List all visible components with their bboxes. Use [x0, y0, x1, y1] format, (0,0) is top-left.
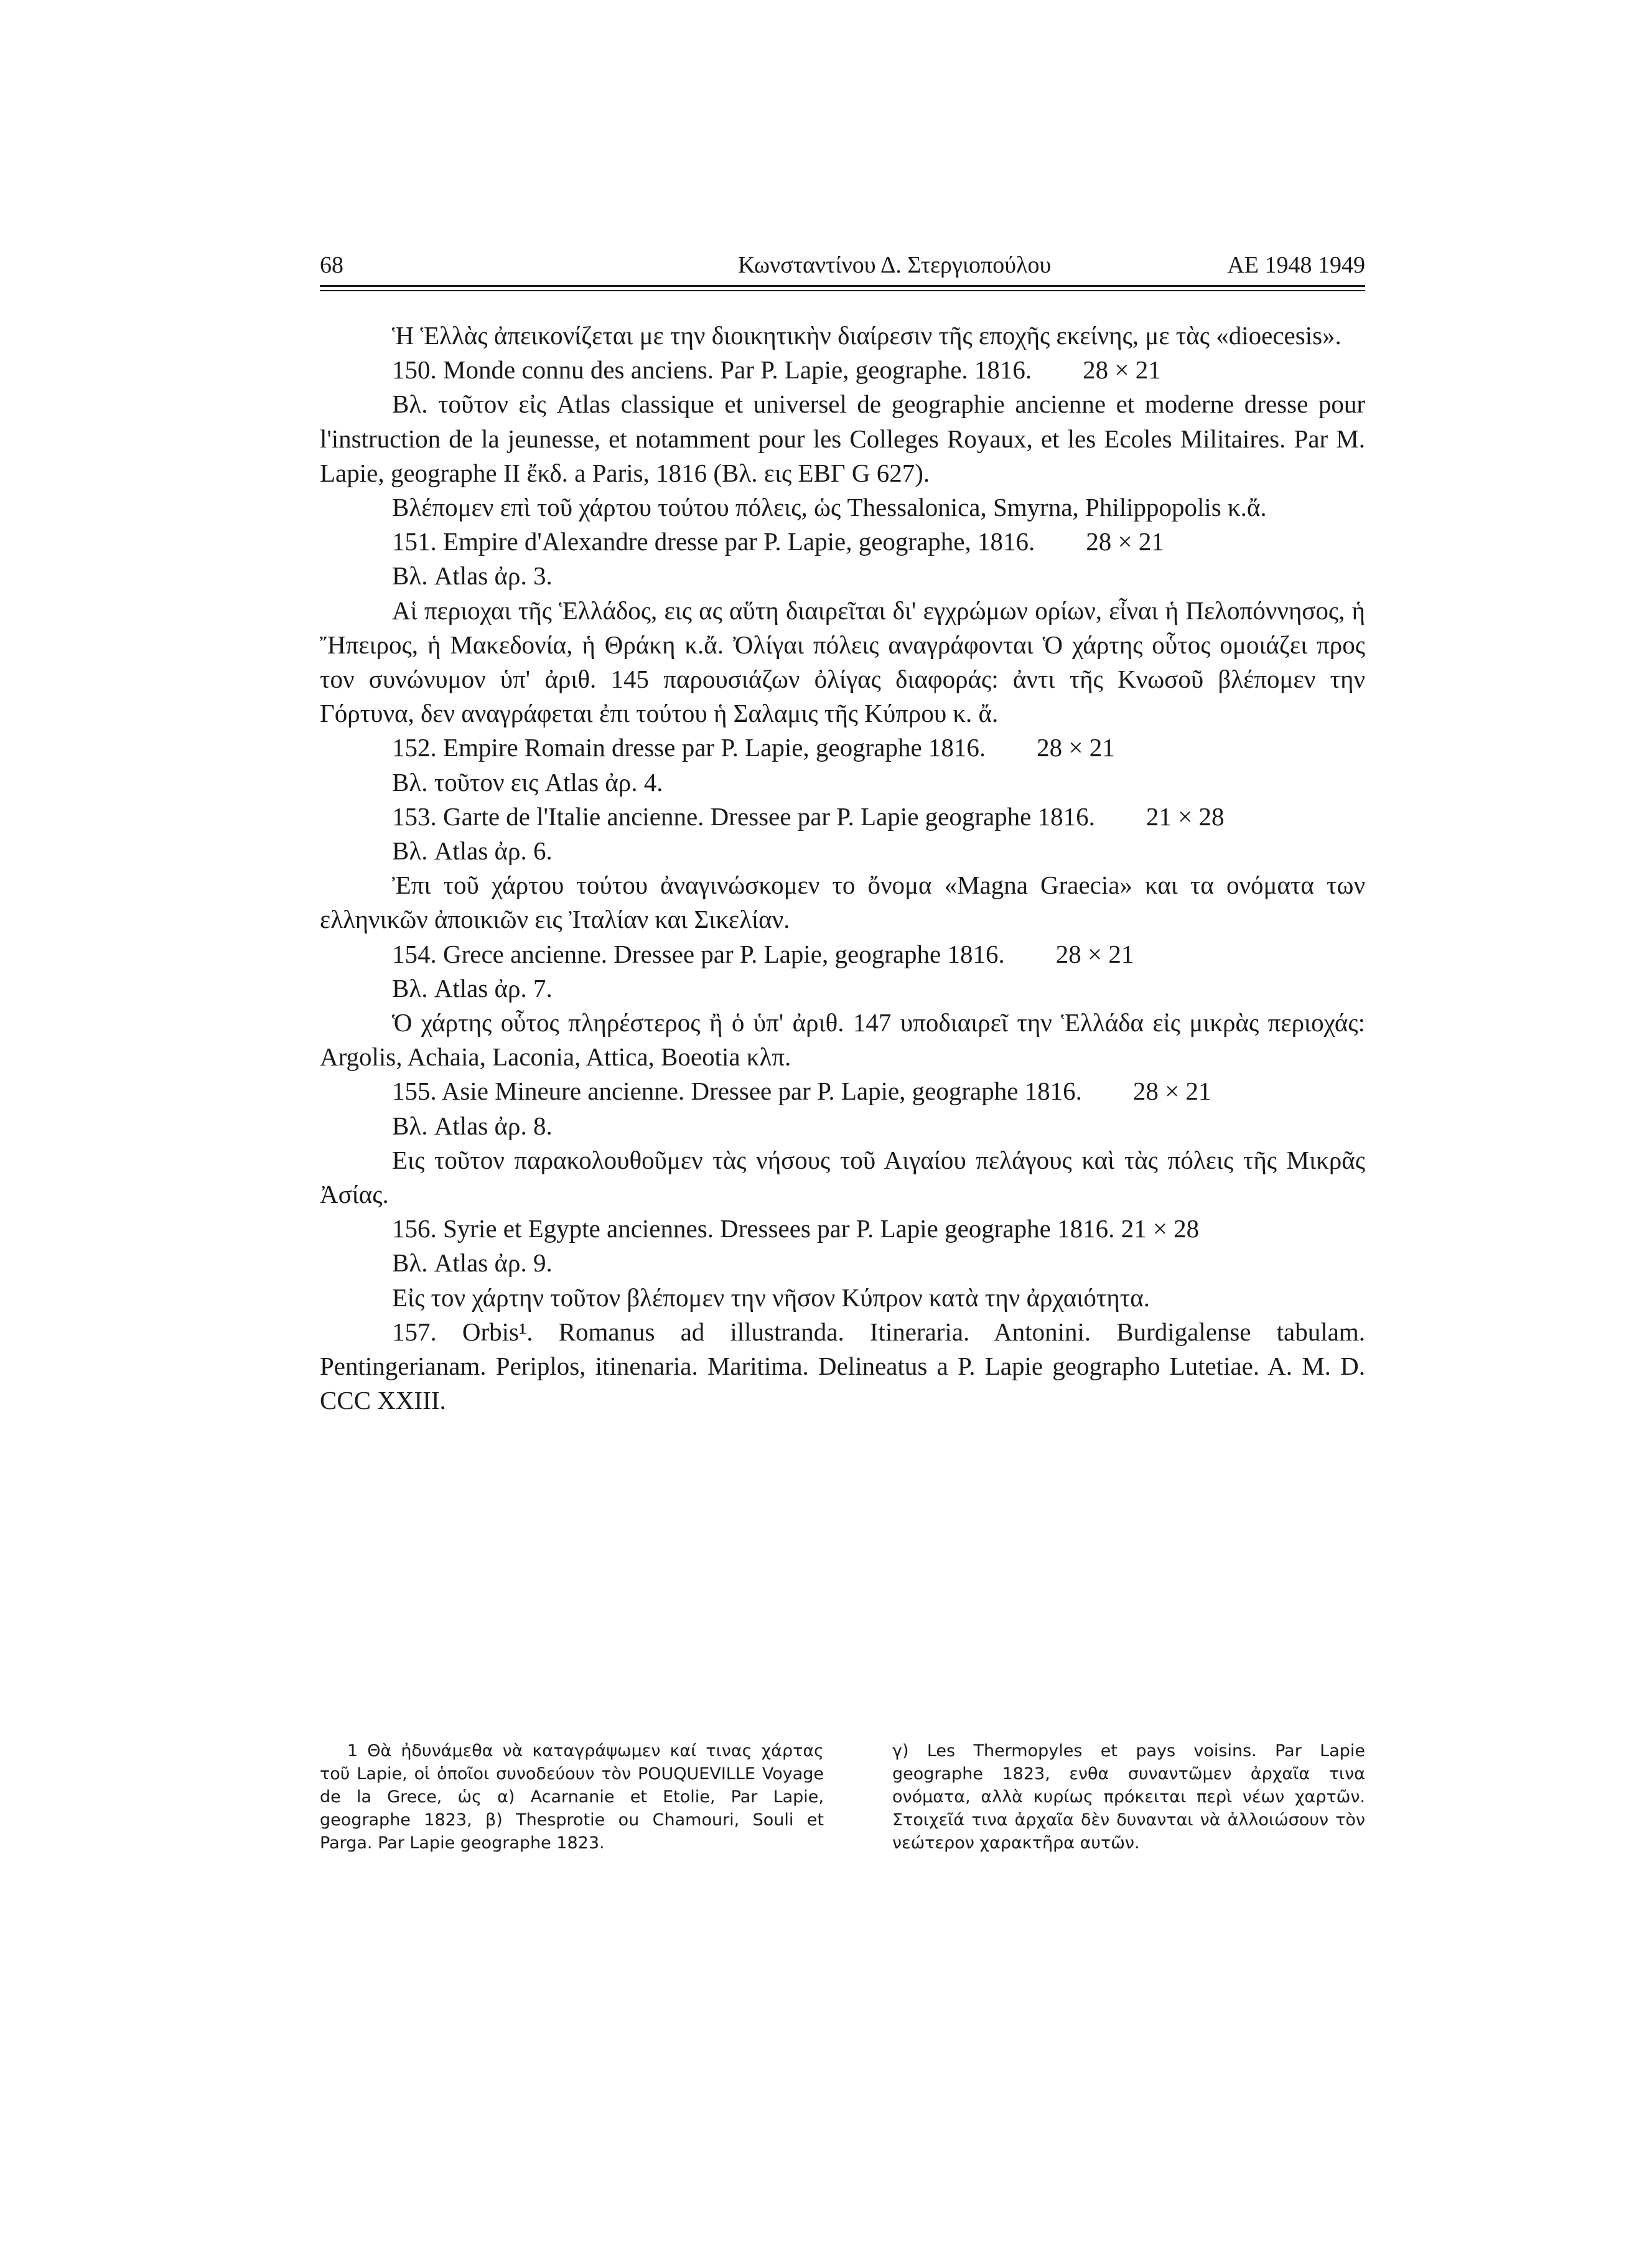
footnote-right-column	[892, 1739, 1365, 1855]
running-header	[320, 248, 1365, 285]
paragraph: Βλ. τοῦτον εἰς Atlas classique et universel de geographie ancienne et moderne dresse pour l'instruction de la jeunesse, et notamment pour les Colleges Royaux, et les Ecoles Militaires. Par M. Lapie, geographe II ἔκδ. a Paris, 1816 (Βλ. εις ΕΒΓ G 627).	[320, 390, 1365, 487]
reference-line: Βλ. τοῦτον εις Atlas ἀρ. 4.	[392, 767, 663, 797]
footnote-left-column	[320, 1739, 824, 1855]
paragraph: Ἡ Ἑλλὰς ἀπεικονίζεται με την διοικητικὴν διαίρεσιν τῆς εποχῆς εκείνης, με τὰς «dioecesis».	[392, 321, 1342, 350]
footnote-text: γ) Les Thermopyles et pays voisins. Par Lapie geographe 1823, ενθα συναντῶμεν ἀρχαῖα τινα ονόματα, αλλὰ κυρίως πρόκειται περὶ νέων χαρτῶν. Στοιχεῖά τινα ἀρχαῖα δὲν δυνανται νὰ ἀλλοιώσουν τὸν νεώτερον χαρακτῆρα αυτῶν.	[892, 1741, 1365, 1853]
catalog-entry: 151. Empire d'Alexandre dresse par P. Lapie, geographe, 1816. 28 × 21	[392, 527, 1164, 556]
reference-line: Βλ. Atlas ἀρ. 8.	[392, 1111, 553, 1140]
catalog-entry: 150. Monde connu des anciens. Par P. Lapie, geographe. 1816. 28 × 21	[392, 355, 1161, 385]
footnote-text: 1 Θὰ ἠδυνάμεθα νὰ καταγράψωμεν καί τινας χάρτας τοῦ Lapie, οἱ ὁποῖοι συνοδεύουν τὸν POUQUEVILLE Voyage de la Grece, ὡς α) Acarnanie et Etolie, Par Lapie, geographe 1823, β) Thesprotie ou Chamouri, Souli et Parga. Par Lapie geographe 1823.	[320, 1741, 824, 1853]
reference-line: Βλ. Atlas ἀρ. 9.	[392, 1248, 553, 1278]
paragraph: Ὁ χάρτης οὗτος πληρέστερος ἢ ὁ ὑπ' ἀριθ. 147 υποδιαιρεῖ την Ἑλλάδα εἰς μικρὰς περιοχάς: Argolis, Achaia, Laconia, Attica, Boeotia κλπ.	[320, 1008, 1365, 1072]
running-author: Κωνσταντίνου Δ. Στεργιοπούλου	[738, 252, 1052, 278]
paragraph: Ἐπι τοῦ χάρτου τούτου ἀναγινώσκομεν το ὄνομα «Magna Graecia» και τα ονόματα των ελληνικῶν ἀποικιῶν εις Ἰταλίαν και Σικελίαν.	[320, 871, 1365, 934]
page-number: 68	[320, 252, 343, 278]
catalog-entry: 152. Empire Romain dresse par P. Lapie, geographe 1816. 28 × 21	[392, 733, 1115, 762]
catalog-entry: 157. Orbis¹. Romanus ad illustranda. Itineraria. Antonini. Burdigalense tabulam. Pentingerianam. Periplos, itinenaria. Maritima. Delineatus a P. Lapie geographo Lutetiae. A. M. D. CCC XXIII.	[320, 1317, 1365, 1415]
reference-line: Βλ. Atlas ἀρ. 7.	[392, 973, 553, 1003]
header-rule	[320, 285, 1365, 287]
reference-line: Βλ. Atlas ἀρ. 3.	[392, 561, 553, 591]
main-text	[320, 319, 1365, 1418]
reference-line: Βλ. Atlas ἀρ. 6.	[392, 836, 553, 866]
catalog-entry: 153. Garte de l'Italie ancienne. Dressee par P. Lapie geographe 1816. 21 × 28	[392, 802, 1225, 831]
paragraph: Εις τοῦτον παρακολουθοῦμεν τὰς νήσους τοῦ Αιγαίου πελάγους καὶ τὰς πόλεις τῆς Μικρᾶς Ἀσίας.	[320, 1145, 1365, 1209]
header-rule-thin	[320, 290, 1365, 291]
paragraph: Εἰς τον χάρτην τοῦτον βλέπομεν την νῆσον Κύπρον κατὰ την ἀρχαιότητα.	[392, 1283, 1150, 1312]
catalog-entry: 154. Grece ancienne. Dressee par P. Lapie, geographe 1816. 28 × 21	[392, 939, 1134, 968]
catalog-entry: 156. Syrie et Egypte anciennes. Dressees par P. Lapie geographe 1816. 21 × 28	[392, 1214, 1200, 1243]
paragraph: Αἱ περιοχαι τῆς Ἑλλάδος, εις ας αὕτη διαιρεῖται δι' εγχρώμων ορίων, εἶναι ἡ Πελοπόννησος, ἡ Ἤπειρος, ἡ Μακεδονία, ἡ Θράκη κ.ἄ. Ὀλίγαι πόλεις αναγράφονται Ὁ χάρτης οὗτος ομοιάζει προς τον συνώνυμον ὑπ' ἀριθ. 145 παρουσιάζων ὀλίγας διαφοράς: ἀντι τῆς Κνωσοῦ βλέπομεν την Γόρτυνα, δεν αναγράφεται ἐπι τούτου ἡ Σαλαμις τῆς Κύπρου κ. ἄ.	[320, 596, 1365, 728]
paragraph: Βλέπομεν επὶ τοῦ χάρτου τούτου πόλεις, ὡς Thessalonica, Smyrna, Philippopolis κ.ἄ.	[392, 493, 1267, 522]
journal-reference: ΑΕ 1948 1949	[1227, 252, 1365, 278]
catalog-entry: 155. Asie Mineure ancienne. Dressee par P. Lapie, geographe 1816. 28 × 21	[392, 1077, 1211, 1106]
